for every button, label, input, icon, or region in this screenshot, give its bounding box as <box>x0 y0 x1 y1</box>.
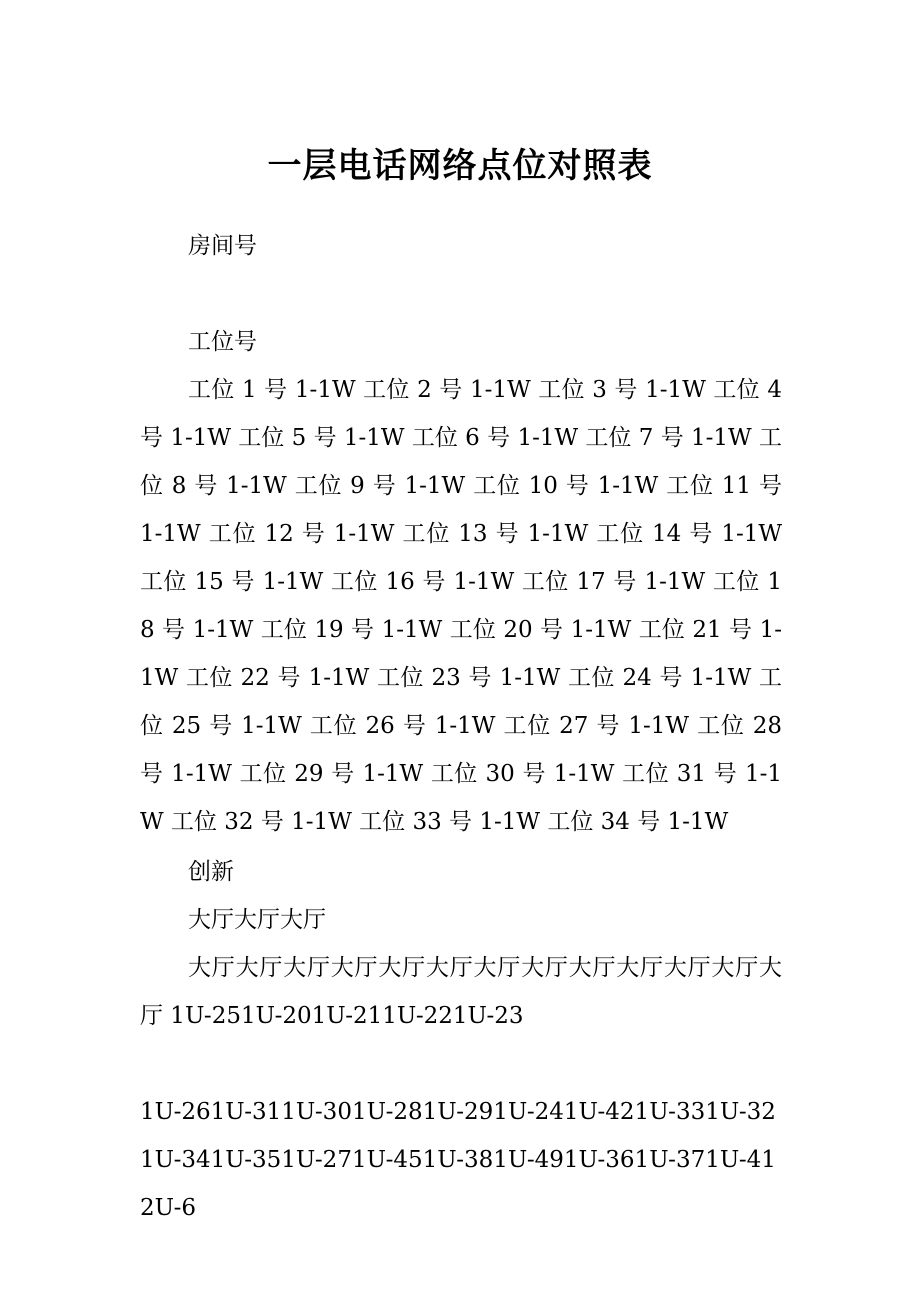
paragraph-workstation-number: 工位号 <box>188 329 257 355</box>
paragraph-innovation: 创新 <box>188 859 234 885</box>
document-title: 一层电话网络点位对照表 <box>267 146 653 186</box>
paragraph-lobby-short: 大厅大厅大厅 <box>188 907 326 933</box>
paragraph-workstation-list: 工位 1 号 1-1W 工位 2 号 1-1W 工位 3 号 1-1W 工位 4 号 1-1W 工位 5 号 1-1W 工位 6 号 1-1W 工位 7 号 1-1W 工位 8 号 1-1W 工位 9 号 1-1W 工位 10 号 1-1W 工位 11 号 1-1W 工位 12 号 1-1W 工位 13 号 1-1W 工位 14 号 1-1W 工位 15 号 1-1W 工位 16 号 1-1W 工位 17 号 1-1W 工位 18 号 1-1W 工位 19 号 1-1W 工位 20 号 1-1W 工位 21 号 1-1W 工位 22 号 1-1W 工位 23 号 1-1W 工位 24 号 1-1W 工位 25 号 1-1W 工位 26 号 1-1W 工位 27 号 1-1W 工位 28 号 1-1W 工位 29 号 1-1W 工位 30 号 1-1W 工位 31 号 1-1W 工位 32 号 1-1W 工位 33 号 1-1W 工位 34 号 1-1W <box>140 377 782 835</box>
paragraph-port-codes: 1U-261U-311U-301U-281U-291U-241U-421U-331U-321U-341U-351U-271U-451U-381U-491U-361U-371U-412U-6 <box>140 1099 776 1221</box>
paragraph-lobby-long: 大厅大厅大厅大厅大厅大厅大厅大厅大厅大厅大厅大厅大厅 1U-251U-201U-211U-221U-23 <box>140 955 782 1029</box>
paragraph-room-number: 房间号 <box>188 233 257 259</box>
